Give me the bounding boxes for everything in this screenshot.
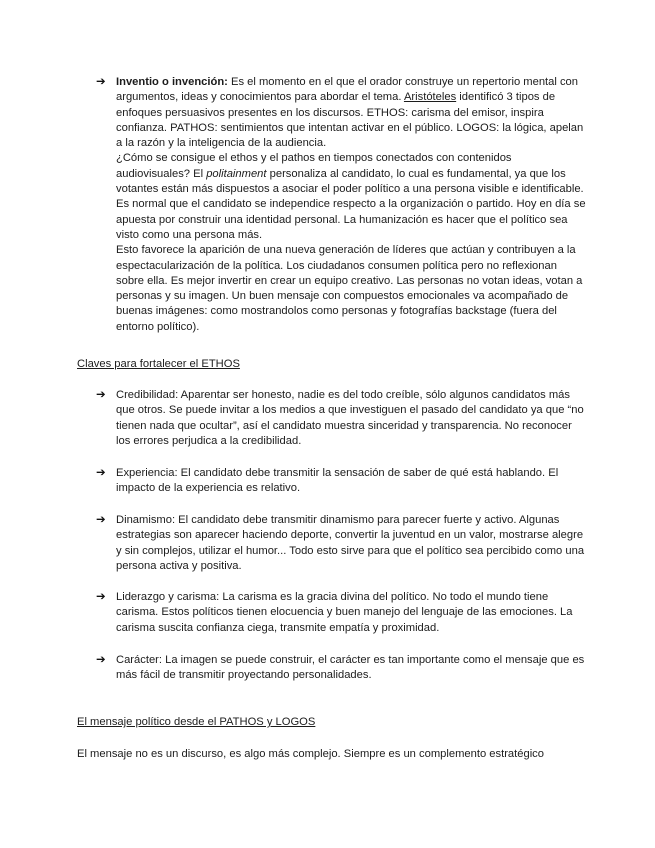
ethos-item-dinamismo — [96, 513, 586, 574]
inventio-sentence-4: personaliza al candidato, lo cual es fundamental, ya que los votantes están más dispuestos a asociar el poder político a una persona visible e identificable. Es normal que el candidato se independice respecto a la organización o partido. Hoy en día se apuesta por construir una identidad personal. La humanización es hacer que el político sea visto como una persona más. — [116, 167, 586, 241]
ethos-item-text: Carácter: La imagen se puede construir, el carácter es tan importante como el mensaje que es más fácil de transmitir proyectando personalidades. — [116, 654, 585, 682]
ethos-item-text: Experiencia: El candidato debe transmitir la sensación de saber de qué está hablando. El impacto de la experiencia es relativo. — [116, 467, 559, 495]
ethos-item-text: Liderazgo y carisma: La carisma es la gracia divina del político. No todo el mundo tiene carisma. Estos políticos tienen elocuencia y buen manejo del lenguaje de las emociones. La carisma suscita confianza ciega, transmite empatía y proximidad. — [116, 591, 573, 634]
ethos-item-liderazgo — [96, 590, 586, 636]
ethos-item-experiencia — [96, 466, 586, 497]
inventio-bullet — [96, 75, 586, 335]
ethos-heading: Claves para fortalecer el ETHOS — [77, 358, 240, 370]
ethos-item-credibilidad — [96, 388, 586, 449]
right-arrow-icon: ➔ — [96, 514, 106, 526]
inventio-term: Inventio o invención: — [116, 76, 228, 88]
politainment-term: politainment — [206, 167, 267, 180]
inventio-sentence-2: identificó 3 tipos de enfoques persuasivos presentes en los discursos. ETHOS: carisma del emisor, inspira confianza. PATHOS: sentimientos que intentan activar en el público. LOGOS: la lógica, apelan a la razón y la inteligencia de la audiencia. — [116, 91, 584, 150]
right-arrow-icon: ➔ — [96, 654, 106, 666]
right-arrow-icon: ➔ — [96, 591, 106, 603]
aristotle-link[interactable]: Aristóteles — [403, 91, 457, 104]
inventio-sentence-3: ¿Cómo se consigue el ethos y el pathos en tiempos conectados con contenidos audiovisuales? El — [116, 152, 512, 180]
right-arrow-icon: ➔ — [96, 76, 106, 88]
inventio-sentence-1: Es el momento en el que el orador construye un repertorio mental con argumentos, ideas y conocimientos para abordar el tema. — [116, 76, 579, 104]
ethos-item-text: Credibilidad: Aparentar ser honesto, nadie es del todo creíble, sólo algunos candidatos más que otros. Se puede invitar a los medios a que investiguen el pasado del candidato ya que “no tienen nada que ocultar”, así el candidato muestra sinceridad y transparencia. No reconocer los errores perjudica a la credibilidad. — [116, 389, 584, 447]
pathos-logos-heading: El mensaje político desde el PATHOS y LOGOS — [77, 716, 316, 728]
inventio-text — [116, 75, 586, 335]
right-arrow-icon: ➔ — [96, 467, 106, 479]
ethos-item-caracter — [96, 653, 586, 684]
ethos-item-text: Dinamismo: El candidato debe transmitir dinamismo para parecer fuerte y activo. Algunas estrategias son aparecer haciendo deporte, convertir la juventud en un valor, mostrarse alegre y sin complejos, utilizar el humor... Todo esto sirve para que el político sea percibido como una persona activa y positiva. — [116, 514, 585, 572]
right-arrow-icon: ➔ — [96, 389, 106, 401]
closing-paragraph: El mensaje no es un discurso, es algo más complejo. Siempre es un complemento estratégico — [77, 748, 545, 760]
inventio-sentence-5: Esto favorece la aparición de una nueva generación de líderes que actúan y contribuyen a la espectacularización de la política. Los ciudadanos consumen política pero no reflexionan sobre ella. Es mejor invertir en crear un equipo creativo. Las personas no votan ideas, votan a personas y su imagen. Un buen mensaje con compuestos emocionales va acompañado de buenas imágenes: como mostrandolos como personas y fotografías backstage (fuera del entorno político). — [116, 244, 583, 333]
